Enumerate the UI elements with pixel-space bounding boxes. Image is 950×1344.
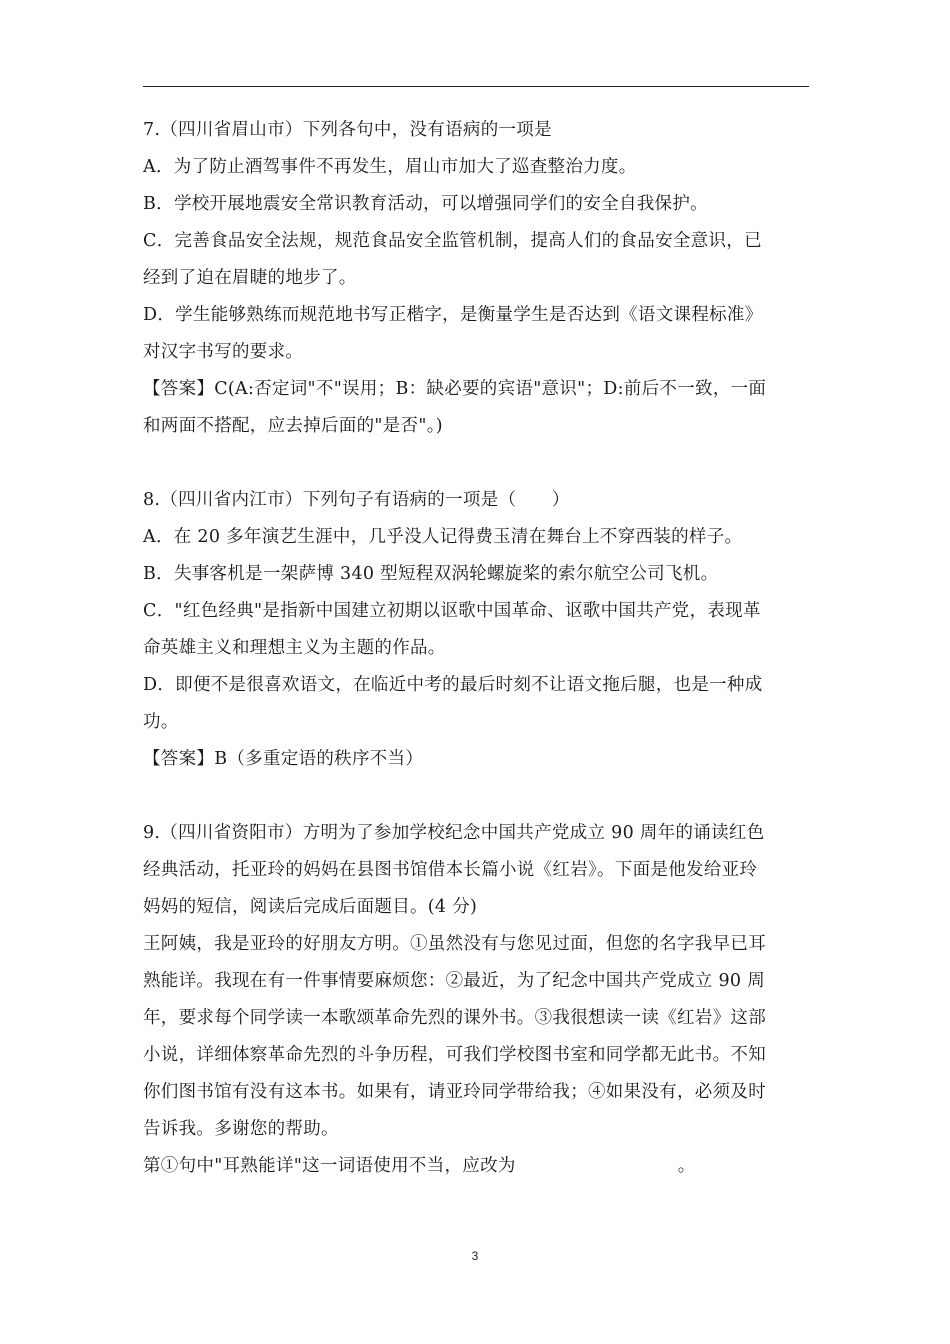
q8-option-c-line1: C．"红色经典"是指新中国建立初期以讴歌中国革命、讴歌中国共产党，表现革: [143, 601, 761, 621]
q7-option-c-line2: 经到了迫在眉睫的地步了。: [143, 268, 357, 288]
blank-line: [143, 445, 813, 482]
q8-answer: 【答案】B（多重定语的秩序不当）: [143, 749, 424, 769]
answer-blank: [516, 1170, 678, 1171]
q7-stem: 7.（四川省眉山市）下列各句中，没有语病的一项是: [143, 120, 552, 140]
document-body: [143, 112, 813, 1185]
q8-option-b: B．失事客机是一架萨博 340 型短程双涡轮螺旋桨的索尔航空公司飞机。: [143, 564, 719, 584]
q9-message-line1: 王阿姨，我是亚玲的好朋友方明。①虽然没有与您见过面，但您的名字我早已耳: [143, 934, 766, 954]
q7-option-d-line1: D．学生能够熟练而规范地书写正楷字，是衡量学生是否达到《语文课程标准》: [143, 305, 763, 325]
q9-stem-line1: 9.（四川省资阳市）方明为了参加学校纪念中国共产党成立 90 周年的诵读红色: [143, 823, 765, 843]
q7-answer-line1: 【答案】C(A:否定词"不"误用；B：缺必要的宾语"意识"；D:前后不一致，一面: [143, 379, 767, 399]
q9-subquestion-end: 。: [677, 1156, 696, 1176]
q7-option-d-line2: 对汉字书写的要求。: [143, 342, 304, 362]
q9-message-line3: 年，要求每个同学读一本歌颂革命先烈的课外书。③我很想读一读《红岩》这部: [143, 1008, 766, 1028]
page-number: 3: [471, 1249, 479, 1263]
q9-stem-line3: 妈妈的短信，阅读后完成后面题目。(4 分): [143, 897, 478, 917]
q8-option-a: A．在 20 多年演艺生涯中，几乎没人记得费玉清在舞台上不穿西装的样子。: [143, 527, 743, 547]
q8-option-d-line1: D．即便不是很喜欢语文，在临近中考的最后时刻不让语文拖后腿，也是一种成: [143, 675, 763, 695]
q9-message-line4: 小说，详细体察革命先烈的斗争历程，可我们学校图书室和同学都无此书。不知: [143, 1045, 766, 1065]
blank-line: [143, 778, 813, 815]
q8-stem: 8.（四川省内江市）下列句子有语病的一项是（ ）: [143, 490, 570, 510]
q8-option-c-line2: 命英雄主义和理想主义为主题的作品。: [143, 638, 446, 658]
q9-stem-line2: 经典活动，托亚玲的妈妈在县图书馆借本长篇小说《红岩》。下面是他发给亚玲: [143, 860, 758, 880]
q9-subquestion: [143, 1148, 813, 1185]
q9-message-line2: 熟能详。我现在有一件事情要麻烦您：②最近，为了纪念中国共产党成立 90 周: [143, 971, 765, 991]
q8-option-d-line2: 功。: [143, 712, 179, 732]
q7-answer-line2: 和两面不搭配，应去掉后面的"是否"。): [143, 416, 443, 436]
q7-option-b: B．学校开展地震安全常识教育活动，可以增强同学们的安全自我保护。: [143, 194, 708, 214]
q9-message-line5: 你们图书馆有没有这本书。如果有，请亚玲同学带给我；④如果没有，必须及时: [143, 1082, 766, 1102]
header-rule: [143, 86, 809, 87]
q9-message-line6: 告诉我。多谢您的帮助。: [143, 1119, 339, 1139]
q9-subquestion-prompt: 第①句中"耳熟能详"这一词语使用不当，应改为: [143, 1156, 516, 1176]
q7-option-a: A．为了防止酒驾事件不再发生，眉山市加大了巡查整治力度。: [143, 157, 637, 177]
q7-option-c-line1: C．完善食品安全法规，规范食品安全监管机制，提高人们的食品安全意识，已: [143, 231, 762, 251]
